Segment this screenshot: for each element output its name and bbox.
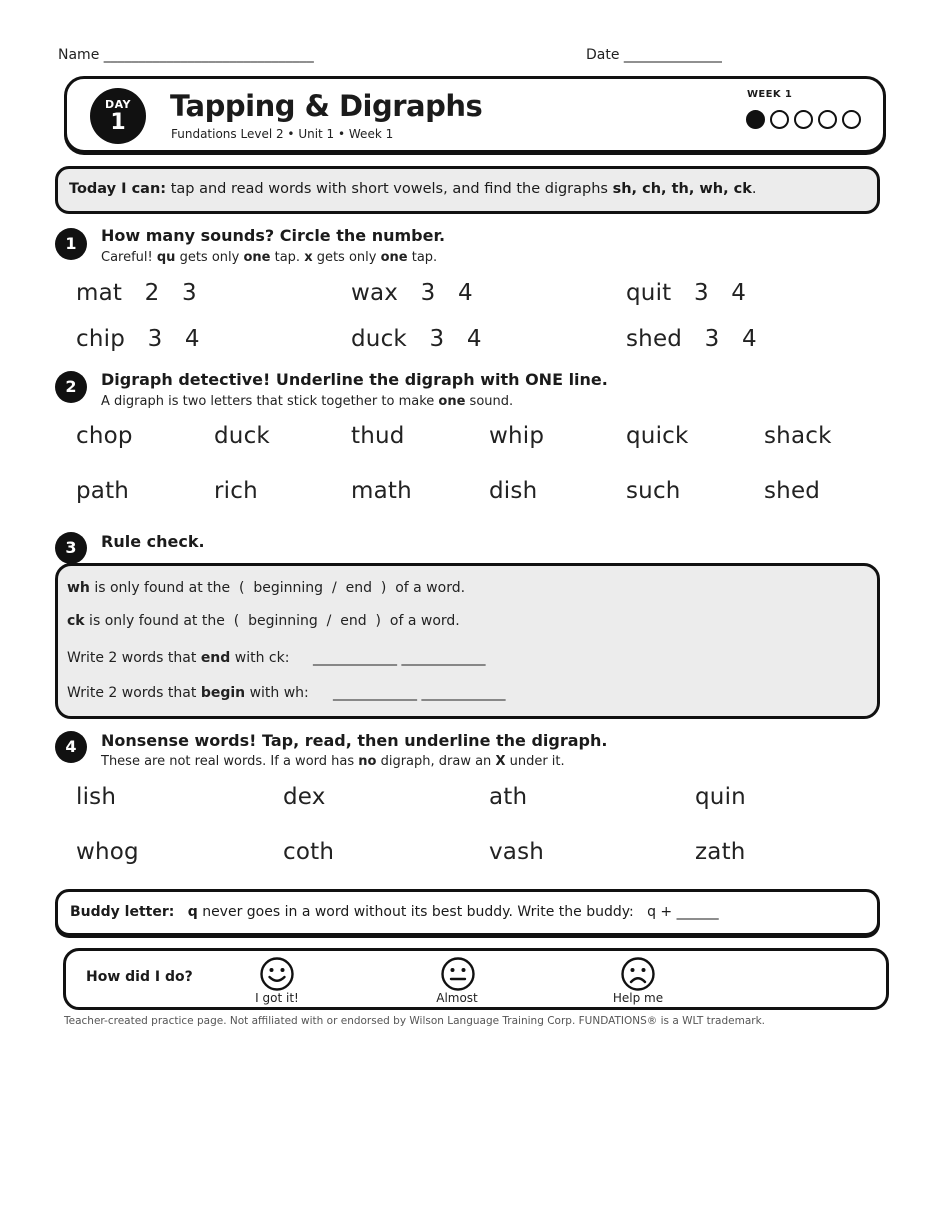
digraph-word[interactable]: whip: [489, 423, 545, 449]
self-check-label: Help me: [612, 991, 664, 1005]
self-check-label: I got it!: [255, 991, 299, 1005]
q4-title: Nonsense words! Tap, read, then underline the digraph.: [101, 731, 608, 750]
q1-word: duck: [351, 326, 407, 352]
footer-note: Teacher-created practice page. Not affiliated with or endorsed by Wilson Language Training Corp. FUNDATIONS® is a WLT trademark.: [64, 1015, 766, 1027]
day-badge: [90, 88, 146, 144]
sound-count-item[interactable]: [351, 280, 473, 306]
sound-count-item[interactable]: [351, 326, 482, 352]
digraph-word[interactable]: thud: [351, 423, 405, 449]
question-number-2: 2: [55, 371, 87, 403]
q1-choices[interactable]: 3 4: [420, 280, 473, 306]
answer-blanks-wh[interactable]: ____________ ____________: [333, 685, 506, 701]
q1-choices[interactable]: 3 4: [147, 326, 200, 352]
buddy-answer-blank[interactable]: q + ______: [647, 904, 719, 920]
digraph-word[interactable]: path: [76, 478, 130, 504]
self-check-label: Almost: [436, 991, 478, 1005]
digraph-word[interactable]: such: [626, 478, 681, 504]
q2-instructions: [101, 394, 513, 409]
digraph-word[interactable]: math: [351, 478, 412, 504]
objective-digraphs: sh, ch, th, wh, ck: [612, 181, 752, 197]
digraph-word[interactable]: duck: [214, 423, 270, 449]
week-progress-dots: [746, 110, 861, 129]
q1-sub-text: gets only: [312, 250, 381, 265]
name-blank[interactable]: ______________________________: [103, 47, 314, 63]
nonsense-word[interactable]: coth: [283, 839, 335, 865]
neutral-face-icon[interactable]: [440, 956, 476, 992]
self-check-prompt: How did I do?: [86, 969, 193, 985]
q2-sub-text: sound.: [465, 394, 514, 409]
objective-box: [55, 166, 880, 214]
nonsense-word[interactable]: dex: [283, 784, 326, 810]
digraph-word[interactable]: shed: [764, 478, 821, 504]
nonsense-word[interactable]: whog: [76, 839, 139, 865]
sound-count-item[interactable]: [76, 280, 197, 306]
date-blank[interactable]: ______________: [623, 47, 722, 63]
week-dot-empty: [770, 110, 789, 129]
q1-sub-bold: qu: [156, 250, 176, 265]
q1-word: chip: [76, 326, 126, 352]
nonsense-word[interactable]: quin: [695, 784, 746, 810]
page-title: Tapping & Digraphs: [170, 89, 483, 123]
q4-sub-text: digraph, draw an: [376, 754, 496, 769]
rule-line-end-ck: [67, 650, 289, 666]
question-number-3: 3: [55, 532, 87, 564]
digraph-word[interactable]: chop: [76, 423, 133, 449]
week-dot-empty: [842, 110, 861, 129]
page-subtitle: Fundations Level 2 • Unit 1 • Week 1: [171, 127, 394, 141]
sound-count-item[interactable]: [626, 280, 746, 306]
q1-choices[interactable]: 3 4: [693, 280, 747, 306]
q1-choices[interactable]: 3 4: [704, 326, 757, 352]
rule-text: with wh:: [245, 685, 309, 701]
digraph-word[interactable]: quick: [626, 423, 689, 449]
sound-count-item[interactable]: [626, 326, 757, 352]
digraph-word[interactable]: shack: [764, 423, 832, 449]
name-label: Name: [58, 47, 100, 63]
rule-text: with ck:: [230, 650, 290, 666]
q1-word: quit: [626, 280, 672, 306]
week-dot-filled: [746, 110, 765, 129]
buddy-letter-box: [55, 889, 880, 936]
buddy-text: never goes in a word without its best buddy. Write the buddy:: [197, 904, 634, 920]
q2-sub-text: A digraph is two letters that stick together to make: [101, 394, 439, 409]
nonsense-word[interactable]: lish: [76, 784, 117, 810]
q1-word: wax: [351, 280, 399, 306]
rule-line-wh[interactable]: [67, 580, 465, 596]
digraph-word[interactable]: rich: [214, 478, 258, 504]
q1-sub-text: Careful!: [101, 250, 157, 265]
objective-lead: Today I can:: [69, 181, 167, 197]
buddy-lead: Buddy letter:: [70, 904, 175, 920]
q4-sub-text: These are not real words. If a word has: [101, 754, 359, 769]
frown-face-icon[interactable]: [620, 956, 656, 992]
week-dot-empty: [818, 110, 837, 129]
rule-text: is only found at the ( beginning / end ) of a word.: [89, 580, 466, 596]
smile-face-icon[interactable]: [259, 956, 295, 992]
q4-sub-text: under it.: [505, 754, 565, 769]
rule-bold: begin: [200, 685, 246, 701]
nonsense-word[interactable]: vash: [489, 839, 545, 865]
q1-sub-bold: one: [243, 250, 271, 265]
rule-bold: end: [200, 650, 231, 666]
date-label: Date: [586, 47, 620, 63]
q4-instructions: [101, 754, 565, 769]
q1-sub-bold: x: [304, 250, 313, 265]
answer-blanks-ck[interactable]: ____________ ____________: [313, 650, 486, 666]
q1-sub-text: tap.: [270, 250, 305, 265]
q1-title: How many sounds? Circle the number.: [101, 226, 446, 245]
day-number: 1: [110, 110, 126, 135]
q4-sub-bold: no: [358, 754, 377, 769]
week-dot-empty: [794, 110, 813, 129]
objective-end: .: [751, 181, 757, 197]
name-line: [58, 47, 314, 63]
rule-bold: ck: [67, 613, 85, 629]
q2-sub-bold: one: [438, 394, 466, 409]
rule-line-ck[interactable]: [67, 613, 460, 629]
q1-choices[interactable]: 3 4: [429, 326, 482, 352]
question-number-1: 1: [55, 228, 87, 260]
rule-text: Write 2 words that: [67, 650, 201, 666]
sound-count-item[interactable]: [76, 326, 200, 352]
week-label: WEEK 1: [747, 89, 793, 100]
rule-line-begin-wh: [67, 685, 309, 701]
nonsense-word[interactable]: zath: [695, 839, 746, 865]
q4-sub-bold: X: [495, 754, 506, 769]
q1-word: mat: [76, 280, 123, 306]
buddy-letter: q: [187, 904, 198, 920]
q1-sub-text: tap.: [407, 250, 438, 265]
q3-title: Rule check.: [101, 532, 205, 551]
rule-bold: wh: [67, 580, 90, 596]
day-label: DAY: [104, 98, 132, 111]
question-number-4: 4: [55, 731, 87, 763]
q1-choices[interactable]: 2 3: [144, 280, 197, 306]
digraph-word[interactable]: dish: [489, 478, 538, 504]
q2-title: Digraph detective! Underline the digraph with ONE line.: [101, 370, 608, 389]
q1-instructions: [101, 250, 437, 265]
q1-word: shed: [626, 326, 683, 352]
q1-sub-bold: one: [380, 250, 408, 265]
objective-text: tap and read words with short vowels, and find the digraphs: [166, 181, 613, 197]
q1-sub-text: gets only: [175, 250, 244, 265]
rule-text: Write 2 words that: [67, 685, 201, 701]
nonsense-word[interactable]: ath: [489, 784, 528, 810]
date-line: [586, 47, 722, 63]
rule-text: is only found at the ( beginning / end ) of a word.: [84, 613, 460, 629]
